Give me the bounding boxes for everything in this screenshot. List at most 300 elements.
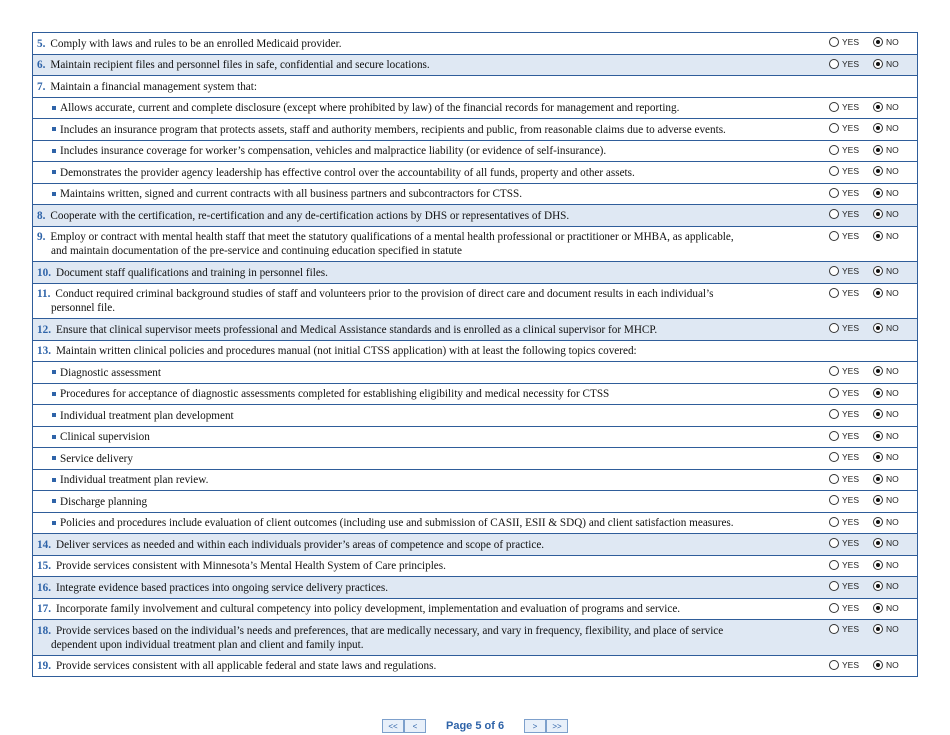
no-option[interactable] <box>873 102 899 112</box>
checklist-item-row <box>33 284 917 320</box>
checklist-subitem-row <box>33 470 917 492</box>
no-label: NO <box>886 101 899 112</box>
item-number: 5. <box>37 37 46 50</box>
no-radio-button[interactable] <box>873 123 883 133</box>
no-radio-button[interactable] <box>873 323 883 333</box>
item-text-cell <box>33 319 829 337</box>
yes-label: YES <box>842 230 860 241</box>
answer-options <box>829 141 917 155</box>
yes-radio-button[interactable] <box>829 37 839 47</box>
item-label: Policies and procedures include evaluation of client outcomes (including use and submission of CASII, ESII & SDQ) and client satisfaction measures. <box>60 517 734 530</box>
yes-option[interactable] <box>829 166 873 176</box>
yes-option[interactable] <box>829 388 873 398</box>
no-radio-button[interactable] <box>873 366 883 376</box>
item-text-cell <box>33 205 829 223</box>
no-option[interactable] <box>873 59 899 69</box>
yes-label: YES <box>842 387 860 398</box>
bullet-icon <box>52 392 56 396</box>
yes-option[interactable] <box>829 231 873 241</box>
no-radio-button[interactable] <box>873 59 883 69</box>
checklist-item-row <box>33 33 917 55</box>
answer-options <box>829 405 917 419</box>
yes-option[interactable] <box>829 37 873 47</box>
item-label: Provide services based on the individual’s needs and preferences, that are medically necessary, and vary in frequency, flexibility, and place of service <box>55 624 724 637</box>
answer-options <box>829 341 917 345</box>
no-label: NO <box>886 516 899 527</box>
yes-option[interactable] <box>829 102 873 112</box>
no-label: NO <box>886 409 899 419</box>
no-label: NO <box>886 366 899 376</box>
no-option[interactable] <box>873 388 899 398</box>
answer-options <box>829 262 917 276</box>
item-label: Service delivery <box>60 452 133 465</box>
item-text-cell <box>33 141 829 159</box>
yes-radio-button[interactable] <box>829 517 839 527</box>
no-label: NO <box>886 430 899 441</box>
yes-radio-button[interactable] <box>829 660 839 670</box>
item-number: 12. <box>37 323 51 336</box>
bullet-icon <box>52 499 56 503</box>
bullet-icon <box>52 192 56 196</box>
no-label: NO <box>886 144 899 155</box>
yes-radio-button[interactable] <box>829 538 839 548</box>
item-label: Maintain a financial management system that: <box>50 80 257 93</box>
no-radio-button[interactable] <box>873 288 883 298</box>
checklist-item-row <box>33 76 917 98</box>
yes-label: YES <box>842 473 860 484</box>
yes-option[interactable] <box>829 452 873 462</box>
yes-option[interactable] <box>829 323 873 333</box>
answer-options <box>829 599 917 613</box>
no-option[interactable] <box>873 495 899 505</box>
yes-label: YES <box>842 187 860 198</box>
yes-label: YES <box>842 452 860 462</box>
first-page-button[interactable]: << <box>382 719 404 733</box>
no-option[interactable] <box>873 166 899 176</box>
no-option[interactable] <box>873 145 899 155</box>
yes-radio-button[interactable] <box>829 366 839 376</box>
item-label: Discharge planning <box>60 495 148 508</box>
yes-option[interactable] <box>829 409 873 419</box>
answer-options <box>829 184 917 198</box>
yes-radio-button[interactable] <box>829 288 839 298</box>
checklist-subitem-row <box>33 162 917 184</box>
item-number: 11. <box>37 288 51 301</box>
no-radio-button[interactable] <box>873 37 883 47</box>
item-label-continued: dependent upon individual treatment plan and client and family input. <box>51 638 364 651</box>
item-label: Integrate evidence based practices into ongoing service delivery practices. <box>55 581 389 594</box>
bullet-icon <box>52 149 56 153</box>
no-option[interactable] <box>873 188 899 198</box>
answer-options <box>829 33 917 47</box>
answer-options <box>829 227 917 241</box>
answer-options <box>829 362 917 376</box>
answer-options <box>829 491 917 505</box>
no-radio-button[interactable] <box>873 431 883 441</box>
yes-radio-button[interactable] <box>829 560 839 570</box>
item-number: 19. <box>37 660 51 673</box>
yes-radio-button[interactable] <box>829 409 839 419</box>
bullet-icon <box>52 435 56 439</box>
no-label: NO <box>886 452 899 462</box>
item-text-cell <box>33 470 829 488</box>
item-text-cell <box>33 98 829 116</box>
item-label: Comply with laws and rules to be an enrolled Medicaid provider. <box>50 37 342 50</box>
checklist-subitem-row <box>33 427 917 449</box>
yes-radio-button[interactable] <box>829 323 839 333</box>
item-label: Demonstrates the provider agency leadership has effective control over the accountability of all funds, property and other assets. <box>60 166 635 179</box>
item-text-cell <box>33 405 829 423</box>
answer-options <box>829 205 917 219</box>
checklist-item-row <box>33 227 917 263</box>
no-radio-button[interactable] <box>873 560 883 570</box>
answer-options <box>829 427 917 441</box>
checklist-subitem-row <box>33 448 917 470</box>
yes-radio-button[interactable] <box>829 581 839 591</box>
item-label: Individual treatment plan review. <box>60 474 209 487</box>
yes-radio-button[interactable] <box>829 474 839 484</box>
item-number: 18. <box>37 624 51 637</box>
no-label: NO <box>886 602 899 613</box>
yes-option[interactable] <box>829 366 873 376</box>
item-label: Diagnostic assessment <box>60 366 161 379</box>
answer-options <box>829 513 917 527</box>
yes-radio-button[interactable] <box>829 603 839 613</box>
no-radio-button[interactable] <box>873 517 883 527</box>
yes-label: YES <box>842 538 860 548</box>
yes-option[interactable] <box>829 660 873 670</box>
yes-radio-button[interactable] <box>829 102 839 112</box>
no-option[interactable] <box>873 581 899 591</box>
answer-options <box>829 448 917 462</box>
yes-label: YES <box>842 430 860 441</box>
item-number: 16. <box>37 581 51 594</box>
checklist-item-row <box>33 534 917 556</box>
item-label: Provide services consistent with all applicable federal and state laws and regulations. <box>55 660 437 673</box>
item-label: Includes an insurance program that protects assets, staff and authority members, recipients and public, from reasonable claims due to adverse events. <box>60 123 726 136</box>
no-radio-button[interactable] <box>873 452 883 462</box>
no-option[interactable] <box>873 474 899 484</box>
checklist-item-row <box>33 205 917 227</box>
yes-label: YES <box>842 409 860 419</box>
answer-options <box>829 470 917 484</box>
no-label: NO <box>886 624 899 634</box>
no-radio-button[interactable] <box>873 603 883 613</box>
yes-option[interactable] <box>829 624 873 634</box>
item-text-cell <box>33 656 829 674</box>
yes-radio-button[interactable] <box>829 166 839 176</box>
bullet-icon <box>52 106 56 110</box>
no-option[interactable] <box>873 409 899 419</box>
item-number: 14. <box>37 538 51 551</box>
answer-options <box>829 620 917 634</box>
no-label: NO <box>886 495 899 505</box>
last-page-button[interactable]: >> <box>546 719 568 733</box>
no-option[interactable] <box>873 660 899 670</box>
checklist-item-row <box>33 620 917 656</box>
checklist-item-row <box>33 262 917 284</box>
no-radio-button[interactable] <box>873 388 883 398</box>
item-label: Conduct required criminal background studies of staff and volunteers prior to the provision of direct care and document results in each individual’s <box>55 288 714 301</box>
yes-option[interactable] <box>829 188 873 198</box>
answer-options <box>829 534 917 548</box>
answer-options <box>829 76 917 80</box>
answer-options <box>829 556 917 570</box>
checklist-subitem-row <box>33 119 917 141</box>
item-label: Includes insurance coverage for worker’s compensation, vehicles and malpractice liability (or evidence of self-insurance). <box>60 145 607 158</box>
no-label: NO <box>886 538 899 548</box>
checklist-subitem-row <box>33 513 917 535</box>
no-option[interactable] <box>873 288 899 298</box>
no-option[interactable] <box>873 366 899 376</box>
item-text-cell <box>33 577 829 595</box>
answer-options <box>829 384 917 398</box>
yes-option[interactable] <box>829 603 873 613</box>
no-label: NO <box>886 659 899 670</box>
no-label: NO <box>886 287 899 298</box>
yes-radio-button[interactable] <box>829 188 839 198</box>
yes-option[interactable] <box>829 495 873 505</box>
yes-option[interactable] <box>829 145 873 155</box>
item-text-cell <box>33 55 829 73</box>
item-label: Allows accurate, current and complete disclosure (except where prohibited by law) of the financial records for management and reporting. <box>60 102 680 115</box>
no-radio-button[interactable] <box>873 660 883 670</box>
no-option[interactable] <box>873 209 899 219</box>
item-text-cell <box>33 76 829 94</box>
no-option[interactable] <box>873 560 899 570</box>
item-number: 10. <box>37 266 51 279</box>
item-number: 7. <box>37 80 46 93</box>
bullet-icon <box>52 413 56 417</box>
yes-label: YES <box>842 516 860 527</box>
yes-label: YES <box>842 659 860 670</box>
no-option[interactable] <box>873 517 899 527</box>
yes-label: YES <box>842 166 860 176</box>
yes-option[interactable] <box>829 560 873 570</box>
checklist-subitem-row <box>33 98 917 120</box>
no-option[interactable] <box>873 37 899 47</box>
no-option[interactable] <box>873 431 899 441</box>
bullet-icon <box>52 127 56 131</box>
no-label: NO <box>886 123 899 133</box>
item-label-continued: and maintain documentation of the pre-service and continuing education specified in statute <box>51 245 463 258</box>
item-text-cell <box>33 341 829 359</box>
answer-options <box>829 577 917 591</box>
checklist-item-row <box>33 341 917 363</box>
bullet-icon <box>52 478 56 482</box>
checklist-subitem-row <box>33 405 917 427</box>
item-text-cell <box>33 33 829 51</box>
answer-options <box>829 284 917 298</box>
yes-label: YES <box>842 266 860 276</box>
item-text-cell <box>33 599 829 617</box>
no-label: NO <box>886 58 899 69</box>
yes-option[interactable] <box>829 123 873 133</box>
no-radio-button[interactable] <box>873 409 883 419</box>
item-text-cell <box>33 262 829 280</box>
item-label: Maintains written, signed and current contracts with all business partners and subcontractors for CTSS. <box>60 188 523 201</box>
item-label: Incorporate family involvement and cultural competency into policy development, implementation and evaluation of programs and service. <box>55 603 681 616</box>
item-text-cell <box>33 384 829 402</box>
no-radio-button[interactable] <box>873 166 883 176</box>
yes-radio-button[interactable] <box>829 431 839 441</box>
no-radio-button[interactable] <box>873 474 883 484</box>
item-label: Maintain written clinical policies and procedures manual (not initial CTSS application) with at least the following topics covered: <box>55 345 637 358</box>
checklist-item-row <box>33 656 917 678</box>
yes-option[interactable] <box>829 288 873 298</box>
no-radio-button[interactable] <box>873 624 883 634</box>
no-option[interactable] <box>873 624 899 634</box>
bullet-icon <box>52 170 56 174</box>
yes-label: YES <box>842 58 860 69</box>
item-text-cell <box>33 448 829 466</box>
yes-radio-button[interactable] <box>829 495 839 505</box>
yes-option[interactable] <box>829 581 873 591</box>
no-radio-button[interactable] <box>873 231 883 241</box>
answer-options <box>829 319 917 333</box>
yes-label: YES <box>842 624 860 634</box>
no-radio-button[interactable] <box>873 102 883 112</box>
item-text-cell <box>33 119 829 137</box>
no-label: NO <box>886 230 899 241</box>
no-radio-button[interactable] <box>873 538 883 548</box>
checklist-table <box>32 32 918 677</box>
item-number: 9. <box>37 231 46 244</box>
bullet-icon <box>52 521 56 525</box>
item-number: 17. <box>37 603 51 616</box>
checklist-subitem-row <box>33 491 917 513</box>
yes-radio-button[interactable] <box>829 59 839 69</box>
no-label: NO <box>886 323 899 333</box>
item-label: Deliver services as needed and within each individuals provider’s areas of competence and scope of practice. <box>55 538 545 551</box>
no-radio-button[interactable] <box>873 209 883 219</box>
no-option[interactable] <box>873 123 899 133</box>
yes-label: YES <box>842 559 860 570</box>
no-option[interactable] <box>873 538 899 548</box>
pagination <box>0 719 950 735</box>
yes-radio-button[interactable] <box>829 624 839 634</box>
yes-radio-button[interactable] <box>829 145 839 155</box>
no-label: NO <box>886 559 899 570</box>
yes-label: YES <box>842 323 860 333</box>
item-number: 6. <box>37 59 46 72</box>
no-label: NO <box>886 581 899 591</box>
yes-radio-button[interactable] <box>829 209 839 219</box>
yes-option[interactable] <box>829 209 873 219</box>
yes-label: YES <box>842 366 860 376</box>
no-radio-button[interactable] <box>873 188 883 198</box>
item-number: 13. <box>37 345 51 358</box>
yes-option[interactable] <box>829 538 873 548</box>
no-radio-button[interactable] <box>873 266 883 276</box>
yes-option[interactable] <box>829 517 873 527</box>
checklist-item-row <box>33 577 917 599</box>
answer-options <box>829 162 917 176</box>
item-text-cell <box>33 162 829 180</box>
yes-label: YES <box>842 287 860 298</box>
checklist-subitem-row <box>33 362 917 384</box>
yes-label: YES <box>842 144 860 155</box>
yes-label: YES <box>842 209 860 219</box>
no-option[interactable] <box>873 266 899 276</box>
previous-page-button[interactable]: < <box>404 719 426 733</box>
item-text-cell <box>33 227 829 259</box>
no-radio-button[interactable] <box>873 145 883 155</box>
bullet-icon <box>52 370 56 374</box>
item-label-continued: personnel file. <box>51 302 115 315</box>
item-number: 15. <box>37 560 51 573</box>
item-number: 8. <box>37 209 46 222</box>
answer-options <box>829 55 917 69</box>
no-label: NO <box>886 473 899 484</box>
checklist-item-row <box>33 319 917 341</box>
no-option[interactable] <box>873 603 899 613</box>
item-text-cell <box>33 284 829 316</box>
yes-radio-button[interactable] <box>829 452 839 462</box>
no-label: NO <box>886 387 899 398</box>
item-text-cell <box>33 513 829 531</box>
item-text-cell <box>33 556 829 574</box>
yes-radio-button[interactable] <box>829 266 839 276</box>
item-label: Individual treatment plan development <box>60 409 234 422</box>
no-option[interactable] <box>873 452 899 462</box>
item-text-cell <box>33 620 829 652</box>
no-option[interactable] <box>873 323 899 333</box>
item-label: Maintain recipient files and personnel files in safe, confidential and secure locations. <box>50 59 430 72</box>
yes-label: YES <box>842 602 860 613</box>
checklist-subitem-row <box>33 384 917 406</box>
yes-label: YES <box>842 37 860 47</box>
no-option[interactable] <box>873 231 899 241</box>
item-label: Procedures for acceptance of diagnostic assessments completed for establishing eligibility and medical necessity for CTSS <box>60 388 610 401</box>
item-label: Ensure that clinical supervisor meets professional and Medical Assistance standards and is enrolled as a clinical supervisor for MHCP. <box>55 323 658 336</box>
yes-radio-button[interactable] <box>829 231 839 241</box>
item-label: Clinical supervision <box>60 431 150 444</box>
next-page-button[interactable]: > <box>524 719 546 733</box>
item-text-cell <box>33 362 829 380</box>
page-indicator: Page 5 of 6 <box>446 720 505 732</box>
checklist-item-row <box>33 556 917 578</box>
item-label: Cooperate with the certification, re-certification and any de-certification actions by DHS or representatives of DHS. <box>50 209 570 222</box>
item-label: Employ or contract with mental health staff that meet the statutory qualifications of a mental health professional or practitioner or MHBA, as applicable, <box>50 231 734 244</box>
bullet-icon <box>52 456 56 460</box>
yes-radio-button[interactable] <box>829 388 839 398</box>
item-text-cell <box>33 534 829 552</box>
yes-label: YES <box>842 101 860 112</box>
answer-options <box>829 98 917 112</box>
no-label: NO <box>886 266 899 276</box>
no-label: NO <box>886 187 899 198</box>
no-radio-button[interactable] <box>873 495 883 505</box>
checklist-item-row <box>33 55 917 77</box>
yes-option[interactable] <box>829 431 873 441</box>
no-label: NO <box>886 209 899 219</box>
yes-label: YES <box>842 495 860 505</box>
yes-option[interactable] <box>829 474 873 484</box>
item-text-cell <box>33 491 829 509</box>
yes-label: YES <box>842 123 860 133</box>
yes-option[interactable] <box>829 59 873 69</box>
checklist-subitem-row <box>33 141 917 163</box>
yes-label: YES <box>842 581 860 591</box>
no-radio-button[interactable] <box>873 581 883 591</box>
no-label: NO <box>886 37 899 47</box>
answer-options <box>829 656 917 670</box>
yes-option[interactable] <box>829 266 873 276</box>
item-text-cell <box>33 184 829 202</box>
yes-radio-button[interactable] <box>829 123 839 133</box>
checklist-subitem-row <box>33 184 917 206</box>
